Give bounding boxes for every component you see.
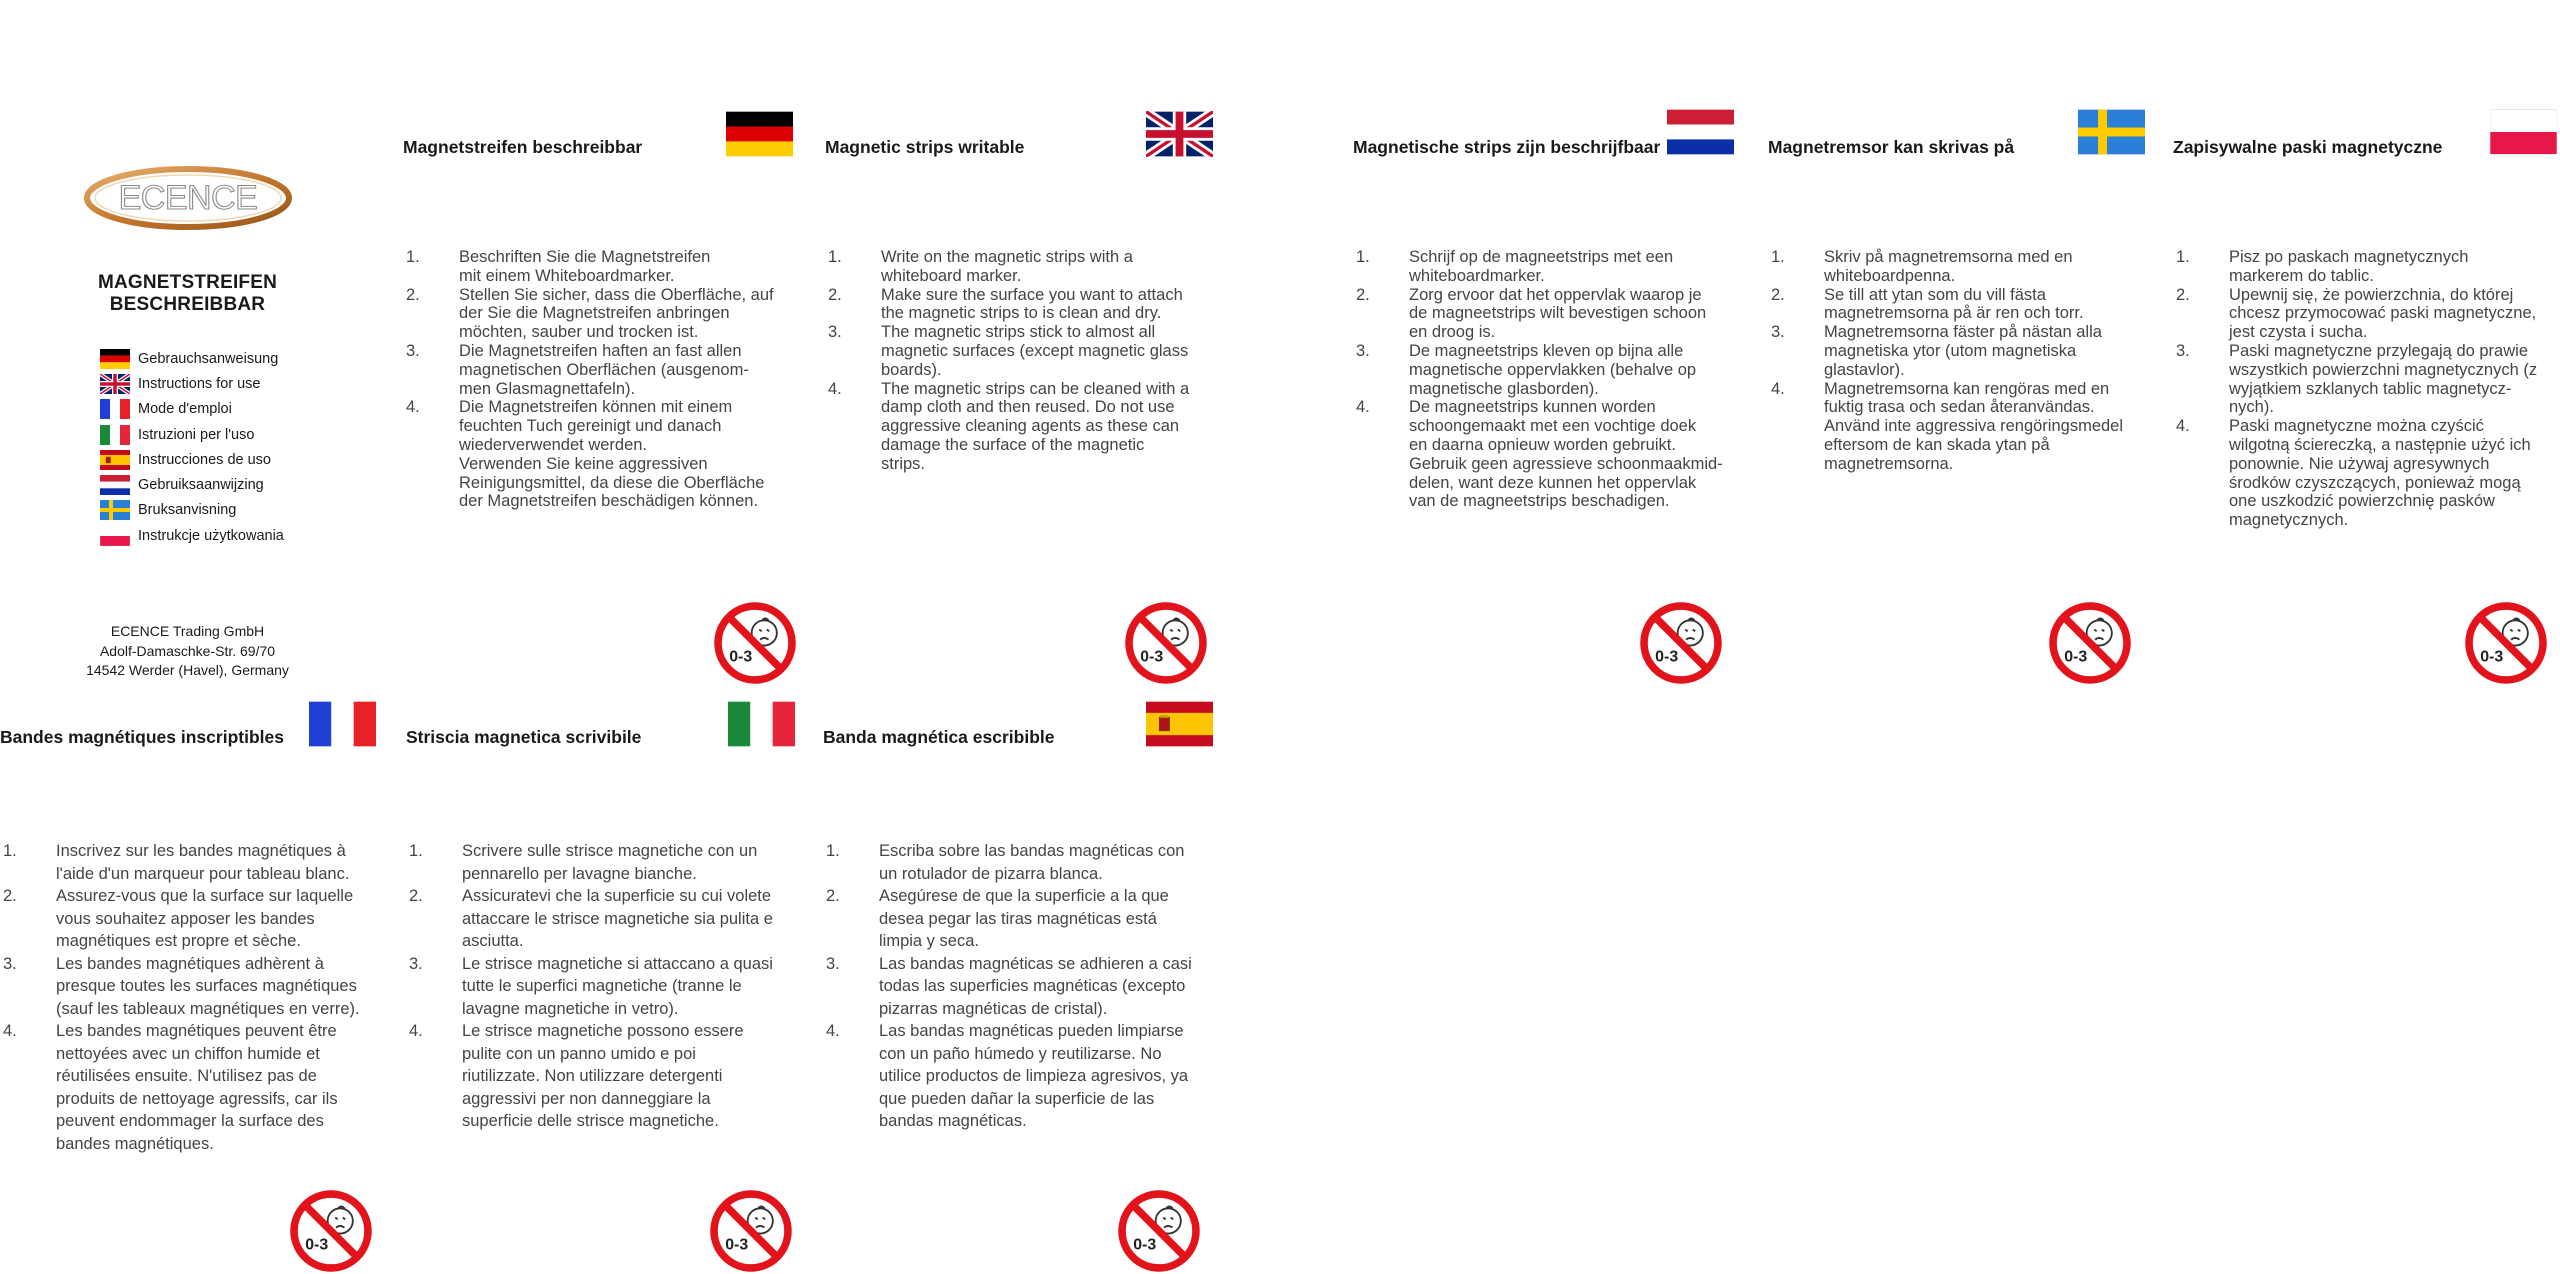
step-text-line: Använd inte aggressiva rengöringsmedel xyxy=(1824,417,2124,436)
step-text-line: magnetycznych. xyxy=(2229,511,2349,530)
steps-list-nl xyxy=(1353,248,1753,511)
step-item xyxy=(0,953,400,1021)
step-number: 4. xyxy=(1356,398,1370,417)
step-text-line: (sauf les tableaux magnétiques en verre). xyxy=(56,999,360,1018)
step-item xyxy=(825,286,1205,324)
manual-item-nl xyxy=(100,472,284,497)
steps-list-es xyxy=(823,840,1223,1133)
it-flag-icon xyxy=(100,425,130,445)
step-number: 2. xyxy=(2176,285,2190,304)
step-text-line: Gebruik geen agressieve schoonmaakmid- xyxy=(1409,454,1723,473)
step-text-line: attaccare le strisce magnetiche sia pulita e xyxy=(462,909,773,928)
step-text-line: fuktig trasa och sedan återanvändas. xyxy=(1824,398,2095,417)
step-text-line: whiteboardpenna. xyxy=(1824,266,1956,285)
step-text-line: un rotulador de pizarra blanca. xyxy=(879,864,1103,883)
manual-item-label: Mode d'emploi xyxy=(138,401,232,418)
step-text-line: Pisz po paskach magnetycznych xyxy=(2229,248,2469,266)
step-text-line: Skriv på magnetremsorna med en xyxy=(1824,248,2073,266)
manual-item-de xyxy=(100,346,284,371)
age-label: 0-3 xyxy=(725,1236,749,1254)
step-number: 3. xyxy=(2176,341,2190,360)
step-text-line: de magneetstrips wilt bevestigen schoon xyxy=(1409,304,1707,323)
manual-item-label: Gebrauchsanweisung xyxy=(138,350,279,367)
step-text-line: bandas magnéticas. xyxy=(879,1112,1027,1130)
step-text-line: whiteboard marker. xyxy=(881,266,1022,285)
step-text-line: magnetremsorna på är ren och torr. xyxy=(1824,304,2084,323)
step-text-line: De magneetstrips kunnen worden xyxy=(1409,398,1656,417)
step-text-line: Stellen Sie sicher, dass die Oberfläche, auf xyxy=(459,285,774,304)
step-item xyxy=(2173,342,2558,417)
manual-item-es xyxy=(100,447,284,472)
step-text-line: nych). xyxy=(2229,398,2274,417)
step-item xyxy=(0,1020,400,1155)
step-item xyxy=(823,1020,1223,1133)
step-text-line: schoongemaakt met een vochtige doek xyxy=(1409,417,1697,436)
step-text-line: Las bandas magnéticas se adhieren a casi xyxy=(879,954,1192,973)
step-text-line: Las bandas magnéticas pueden limpiarse xyxy=(879,1022,1184,1040)
step-text-line: magnetiska ytor (utom magnetiska xyxy=(1824,341,2077,360)
step-number: 1. xyxy=(409,842,423,860)
sweden-flag-icon xyxy=(2078,109,2145,155)
step-number: 1. xyxy=(3,842,17,860)
step-number: 3. xyxy=(1356,341,1370,360)
step-number: 1. xyxy=(1771,248,1785,266)
step-text-line: todas las superficies magnéticas (excepto xyxy=(879,977,1186,995)
step-item xyxy=(823,840,1223,885)
step-text-line: the magnetic strips to is clean and dry. xyxy=(881,304,1162,323)
uk-flag-icon xyxy=(1146,111,1213,157)
manual-item-label: Bruksanvisning xyxy=(138,502,237,519)
no-children-0-3-icon xyxy=(1639,601,1723,685)
step-number: 4. xyxy=(1771,379,1785,398)
step-text-line: Write on the magnetic strips with a xyxy=(881,248,1133,266)
step-text-line: en droog is. xyxy=(1409,323,1496,342)
step-text-line: Asegúrese de que la superficie a la que xyxy=(879,887,1169,905)
fr-flag-icon xyxy=(100,399,130,419)
spain-flag-icon xyxy=(1146,701,1213,747)
manual-item-label: Istruzioni per l'uso xyxy=(138,426,255,443)
steps-list-en xyxy=(825,248,1205,474)
step-item xyxy=(403,342,803,398)
steps-list-pl xyxy=(2173,248,2558,530)
company-street: Adolf-Damaschke-Str. 69/70 xyxy=(99,642,276,659)
age-label: 0-3 xyxy=(2064,648,2088,666)
step-text-line: aggressive cleaning agents as these can xyxy=(881,417,1180,436)
no-children-0-3-icon xyxy=(1117,1189,1201,1273)
step-number: 1. xyxy=(1356,248,1370,266)
step-text-line: Scrivere sulle strisce magnetiche con un xyxy=(462,842,758,860)
age-label: 0-3 xyxy=(729,648,753,666)
step-text-line: der Sie die Magnetstreifen anbringen xyxy=(459,304,730,323)
manual-item-label: Instrukcje użytkowania xyxy=(138,527,284,544)
company-address xyxy=(20,622,355,681)
de-flag-icon xyxy=(100,349,130,369)
section-title-fr: Bandes magnétiques inscriptibles xyxy=(0,727,284,747)
manual-item-gb xyxy=(100,371,284,396)
step-text-line: Die Magnetstreifen haften an fast allen xyxy=(459,341,742,360)
step-text-line: presque toutes les surfaces magnétiques xyxy=(56,977,357,995)
step-text-line: Le strisce magnetiche possono essere xyxy=(462,1022,744,1040)
step-item xyxy=(403,398,803,511)
france-flag-icon xyxy=(309,701,376,747)
logo-text: ECENCE xyxy=(118,179,258,217)
step-text-line: der Magnetstreifen beschädigen können. xyxy=(459,492,759,511)
step-text-line: one uszkodzić powierzchnię pasków xyxy=(2229,492,2495,511)
step-text-line: Verwenden Sie keine aggressiven xyxy=(459,454,708,473)
step-text-line: eftersom de kan skada ytan på xyxy=(1824,435,2050,454)
section-title-de: Magnetstreifen beschreibbar xyxy=(403,137,643,157)
step-text-line: magnetische glasborden). xyxy=(1409,379,1599,398)
step-text-line: aggressivi per non danneggiare la xyxy=(462,1089,711,1108)
steps-list-de xyxy=(403,248,803,511)
step-text-line: réutilisées ensuite. N'utilisez pas de xyxy=(56,1067,317,1085)
no-children-0-3-icon xyxy=(713,601,797,685)
pl-flag-icon xyxy=(100,526,130,546)
step-item xyxy=(0,885,400,953)
step-number: 2. xyxy=(826,887,840,905)
step-text-line: limpia y seca. xyxy=(879,932,979,950)
step-text-line: pulite con un panno umido e poi xyxy=(462,1044,696,1063)
step-text-line: Les bandes magnétiques adhèrent à xyxy=(56,954,324,973)
step-text-line: tutte le superfici magnetiche (tranne le xyxy=(462,977,742,995)
logo-image xyxy=(82,162,294,234)
step-item xyxy=(1768,248,2163,286)
step-text-line: Se till att ytan som du vill fästa xyxy=(1824,285,2046,304)
step-text-line: Schrijf op de magneetstrips met een xyxy=(1409,248,1674,266)
manual-item-pl xyxy=(100,523,284,548)
step-item xyxy=(1353,398,1753,511)
step-number: 3. xyxy=(409,954,423,973)
step-text-line: Reinigungsmittel, da diese die Oberfläche xyxy=(459,473,765,492)
step-text-line: środków czyszczących, ponieważ mogą xyxy=(2229,473,2521,492)
step-item xyxy=(2173,248,2558,286)
step-text-line: l'aide d'un marqueur pour tableau blanc. xyxy=(56,864,350,883)
step-number: 2. xyxy=(1771,285,1785,304)
step-text-line: wiederverwendet werden. xyxy=(459,435,648,454)
step-text-line: men Glasmagnettafeln). xyxy=(459,379,636,398)
step-text-line: riutilizzate. Non utilizzare detergenti xyxy=(462,1067,723,1085)
step-item xyxy=(1353,286,1753,342)
step-text-line: chcesz przymocować paski magnetyczne, xyxy=(2229,304,2537,323)
step-text-line: pennarello per lavagne bianche. xyxy=(462,864,697,883)
se-flag-icon xyxy=(100,500,130,520)
manual-item-se xyxy=(100,498,284,523)
no-children-0-3-icon xyxy=(2048,601,2132,685)
step-item xyxy=(406,953,806,1021)
germany-flag-icon xyxy=(726,111,793,157)
age-label: 0-3 xyxy=(1655,648,1679,666)
company-name: ECENCE Trading GmbH xyxy=(110,623,265,639)
step-text-line: wszystkich powierzchni magnetycznych (z xyxy=(2229,360,2538,379)
step-text-line: ponownie. Nie używaj agresywnych xyxy=(2229,454,2490,473)
step-text-line: markerem do tablic. xyxy=(2229,266,2374,285)
step-number: 4. xyxy=(406,398,420,417)
step-text-line: delen, want deze kunnen het oppervlak xyxy=(1409,473,1697,492)
step-text-line: Paski magnetyczne przylegają do prawie xyxy=(2229,341,2528,360)
step-text-line: The magnetic strips stick to almost all xyxy=(881,323,1156,342)
step-number: 4. xyxy=(3,1022,17,1040)
step-item xyxy=(406,840,806,885)
age-label: 0-3 xyxy=(1133,1236,1157,1254)
netherlands-flag-icon xyxy=(1667,109,1734,155)
step-text-line: Assurez-vous que la surface sur laquelle xyxy=(56,887,354,905)
step-text-line: damage the surface of the magnetic xyxy=(881,435,1145,454)
step-text-line: The magnetic strips can be cleaned with a xyxy=(881,379,1190,398)
step-text-line: bandes magnétiques. xyxy=(56,1134,214,1153)
company-city: 14542 Werder (Havel), Germany xyxy=(86,662,289,678)
section-title-sv: Magnetremsor kan skrivas på xyxy=(1768,137,2015,157)
step-number: 1. xyxy=(826,842,840,860)
step-number: 3. xyxy=(826,954,840,973)
step-text-line: vous souhaitez apposer les bandes xyxy=(56,909,315,928)
step-text-line: utilice productos de limpieza agresivos, ya xyxy=(879,1067,1189,1085)
ecence-logo xyxy=(82,162,294,234)
step-number: 3. xyxy=(3,954,17,973)
step-text-line: Die Magnetstreifen können mit einem xyxy=(459,398,733,417)
step-text-line: magnetischen Oberflächen (ausgenom- xyxy=(459,360,749,379)
step-item xyxy=(1768,323,2163,379)
step-number: 2. xyxy=(409,887,423,905)
section-title-nl: Magnetische strips zijn beschrijfbaar xyxy=(1353,137,1661,157)
step-text-line: Magnetremsorna kan rengöras med en xyxy=(1824,379,2110,398)
poland-flag-icon xyxy=(2490,109,2557,155)
step-number: 4. xyxy=(2176,417,2190,436)
step-item xyxy=(1353,342,1753,398)
step-text-line: nettoyées avec un chiffon humide et xyxy=(56,1044,320,1063)
manual-item-label: Instructions for use xyxy=(138,375,261,392)
manual-item-fr xyxy=(100,397,284,422)
step-text-line: jest czysta i sucha. xyxy=(2229,323,2368,342)
step-text-line: Le strisce magnetiche si attaccano a quasi xyxy=(462,954,773,973)
age-label: 0-3 xyxy=(2480,648,2504,666)
nl-flag-icon xyxy=(100,475,130,495)
step-item xyxy=(1768,380,2163,474)
step-item xyxy=(0,840,400,885)
step-item xyxy=(403,286,803,342)
step-number: 2. xyxy=(406,285,420,304)
age-label: 0-3 xyxy=(305,1236,329,1254)
no-children-0-3-icon xyxy=(2464,601,2548,685)
step-text-line: que pueden dañar la superficie de las xyxy=(879,1089,1155,1108)
step-text-line: peuvent endommager la surface des xyxy=(56,1112,324,1130)
steps-list-it xyxy=(406,840,806,1133)
step-item xyxy=(1353,248,1753,286)
step-text-line: magnétiques est propre et sèche. xyxy=(56,932,301,950)
step-text-line: Zorg ervoor dat het oppervlak waarop je xyxy=(1409,285,1702,304)
step-item xyxy=(823,953,1223,1021)
step-item xyxy=(403,248,803,286)
steps-list-fr xyxy=(0,840,400,1155)
step-text-line: con un paño húmedo y reutilizarse. No xyxy=(879,1044,1162,1063)
step-text-line: asciutta. xyxy=(462,932,524,950)
step-text-line: magnetische oppervlakken (behalve op xyxy=(1409,360,1697,379)
step-item xyxy=(825,380,1205,474)
step-item xyxy=(825,248,1205,286)
manual-item-label: Instrucciones de uso xyxy=(138,451,271,468)
step-number: 2. xyxy=(1356,285,1370,304)
step-text-line: feuchten Tuch gereinigt und danach xyxy=(459,417,722,436)
step-number: 2. xyxy=(828,285,842,304)
step-text-line: glastavlor). xyxy=(1824,360,1905,379)
step-text-line: desea pegar las tiras magnéticas está xyxy=(879,909,1157,928)
step-number: 3. xyxy=(828,323,842,342)
age-label: 0-3 xyxy=(1140,648,1164,666)
es-flag-icon xyxy=(100,450,130,470)
step-item xyxy=(2173,417,2558,530)
step-text-line: mit einem Whiteboardmarker. xyxy=(459,266,675,285)
no-children-0-3-icon xyxy=(289,1189,373,1273)
section-title-en: Magnetic strips writable xyxy=(825,137,1025,157)
step-text-line: superficie delle strisce magnetiche. xyxy=(462,1112,719,1130)
manual-item-label: Gebruiksaanwijzing xyxy=(138,477,264,494)
step-text-line: Magnetremsorna fäster på nästan alla xyxy=(1824,323,2102,342)
step-text-line: strips. xyxy=(881,454,926,473)
step-item xyxy=(825,323,1205,379)
step-text-line: Les bandes magnétiques peuvent être xyxy=(56,1022,337,1040)
step-text-line: wilgotną ściereczką, a następnie użyć ich xyxy=(2229,435,2531,454)
manual-language-list xyxy=(100,346,284,548)
section-title-pl: Zapisywalne paski magnetyczne xyxy=(2173,137,2443,157)
no-children-0-3-icon xyxy=(709,1189,793,1273)
no-children-0-3-icon xyxy=(1124,601,1208,685)
step-text-line: Beschriften Sie die Magnetstreifen xyxy=(459,248,711,266)
step-text-line: damp cloth and then reused. Do not use xyxy=(881,398,1175,417)
step-text-line: wyjątkiem szklanych tablic magnetycz- xyxy=(2229,379,2512,398)
step-text-line: möchten, sauber und trocken ist. xyxy=(459,323,699,342)
step-number: 1. xyxy=(2176,248,2190,266)
step-item xyxy=(2173,286,2558,342)
step-text-line: Upewnij się, że powierzchnia, do której xyxy=(2229,285,2514,304)
step-text-line: pizarras magnéticas de cristal). xyxy=(879,999,1108,1018)
section-title-es: Banda magnética escribible xyxy=(823,727,1055,747)
step-number: 3. xyxy=(1771,323,1785,342)
step-number: 4. xyxy=(826,1022,840,1040)
main-title: MAGNETSTREIFEN BESCHREIBBAR xyxy=(97,272,278,315)
step-text-line: Paski magnetyczne można czyścić xyxy=(2229,417,2484,436)
step-text-line: en daarna opnieuw worden gebruikt. xyxy=(1409,435,1676,454)
italy-flag-icon xyxy=(728,701,795,747)
step-text-line: van de magneetstrips beschadigen. xyxy=(1409,492,1670,511)
step-number: 4. xyxy=(409,1022,423,1040)
section-title-it: Striscia magnetica scrivibile xyxy=(406,727,642,747)
step-item xyxy=(823,885,1223,953)
step-item xyxy=(406,1020,806,1133)
step-text-line: magnetremsorna. xyxy=(1824,454,1954,473)
step-text-line: magnetic surfaces (except magnetic glass xyxy=(881,341,1189,360)
step-item xyxy=(1768,286,2163,324)
step-text-line: De magneetstrips kleven op bijna alle xyxy=(1409,341,1684,360)
step-text-line: Make sure the surface you want to attach xyxy=(881,285,1183,304)
step-number: 2. xyxy=(3,887,17,905)
step-text-line: Inscrivez sur les bandes magnétiques à xyxy=(56,842,346,860)
step-number: 1. xyxy=(828,248,842,266)
manual-item-it xyxy=(100,422,284,447)
step-text-line: whiteboardmarker. xyxy=(1409,266,1545,285)
step-number: 3. xyxy=(406,341,420,360)
gb-flag-icon xyxy=(100,374,130,394)
step-text-line: Escriba sobre las bandas magnéticas con xyxy=(879,842,1185,860)
step-item xyxy=(406,885,806,953)
step-number: 4. xyxy=(828,379,842,398)
step-number: 1. xyxy=(406,248,420,266)
step-text-line: produits de nettoyage agressifs, car ils xyxy=(56,1089,338,1108)
step-text-line: lavagne magnetiche in vetro). xyxy=(462,999,679,1018)
steps-list-sv xyxy=(1768,248,2163,474)
step-text-line: boards). xyxy=(881,360,942,379)
step-text-line: Assicuratevi che la superficie su cui volete xyxy=(462,887,772,905)
